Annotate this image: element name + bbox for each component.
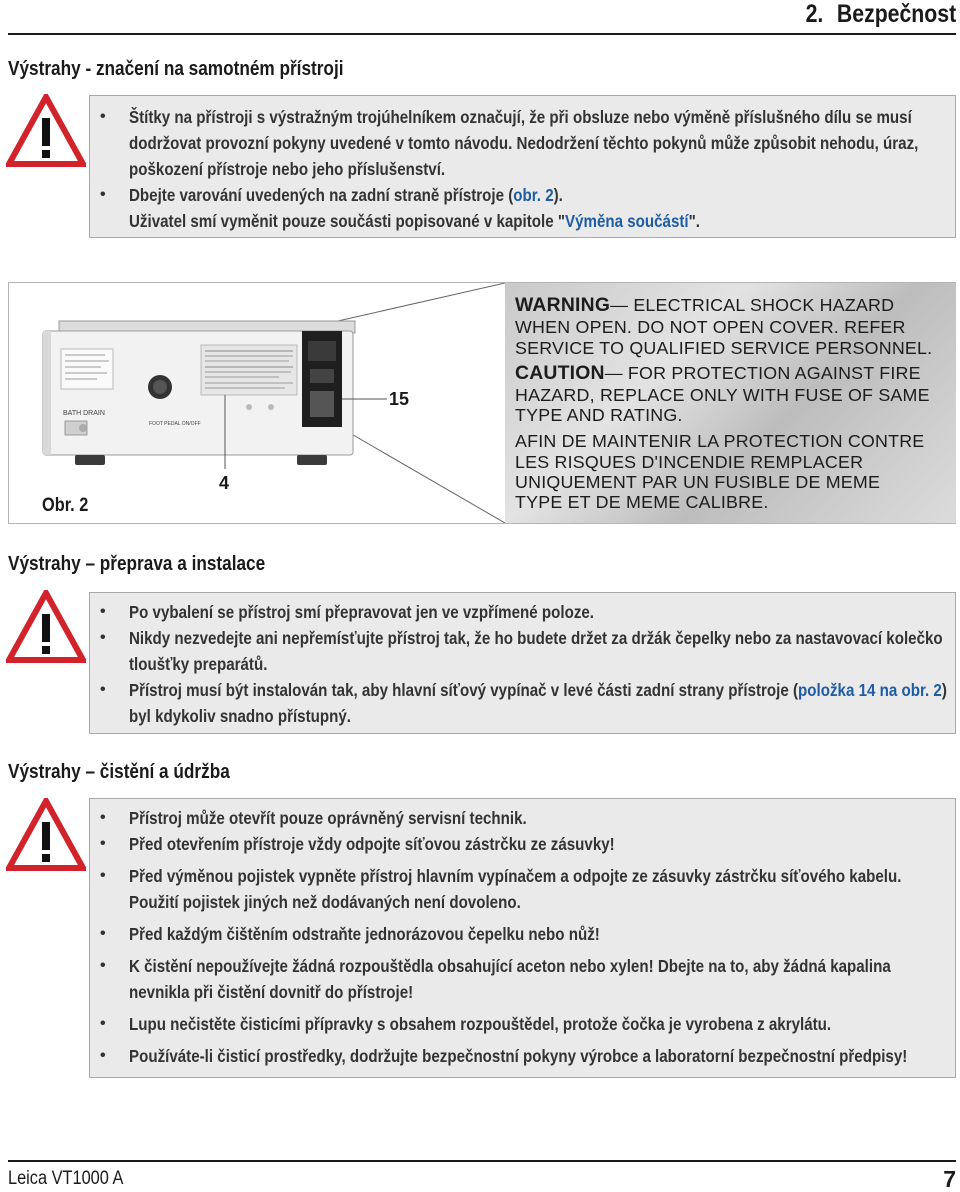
chapter-link[interactable]: Výměna součástí <box>565 211 689 231</box>
list-item: • Štítky na přístroji s výstražným trojúhelníkem označují, že při obsluze nebo výměně příslušného dílu se musí dodržovat provozní pokyny uvedené v tomto návodu. Nedodržení těchto pokynů může způsobit nehodu, úraz, poškození přístroje nebo jeho příslušenství. <box>90 104 955 182</box>
warning-label-closeup <box>505 283 956 523</box>
label-line: HAZARD, REPLACE ONLY WITH FUSE OF SAME <box>515 385 930 405</box>
chapter-header <box>805 0 956 29</box>
list-item: • Dbejte varování uvedených na zadní straně přístroje (obr. 2). <box>90 182 955 208</box>
bath-drain-label: BATH DRAIN <box>63 410 105 417</box>
chapter-title: Bezpečnost <box>836 0 956 28</box>
warning-triangle-icon <box>6 798 86 872</box>
section-title-transport: Výstrahy – přeprava a instalace <box>8 553 266 575</box>
figure-link[interactable]: obr. 2 <box>513 185 554 205</box>
list-item: Uživatel smí vyměnit pouze součásti popisované v kapitole "Výměna součástí". <box>129 211 701 231</box>
list-item: • Před každým čištěním odstraňte jednorázovou čepelku nebo nůž! <box>90 921 955 947</box>
list-item: • Nikdy nezvedejte ani nepřemísťujte přístroj tak, že ho budete držet za držák čepelky nebo za nastavovací kolečko tloušťky preparátů. <box>90 625 955 677</box>
footer-product: Leica VT1000 A <box>8 1168 124 1189</box>
warning-box-labels <box>89 95 956 238</box>
list-item: • K čistění nepoužívejte žádná rozpouštědla obsahující aceton nebo xylen! Dbejte na to, aby žádná kapalina nevnikla při čistění dovnitř do přístroje! <box>90 953 955 1005</box>
header-rule <box>8 33 956 35</box>
list-item: • Po vybalení se přístroj smí přepravovat jen ve vzpřímené poloze. <box>90 599 955 625</box>
label-line: SERVICE TO QUALIFIED SERVICE PERSONNEL. <box>515 338 933 358</box>
warning-triangle-icon <box>6 94 86 168</box>
section-title-labels: Výstrahy - značení na samotném přístroji <box>8 58 344 80</box>
figure-rear-panel <box>8 282 956 524</box>
label-line: CAUTION— FOR PROTECTION AGAINST FIRE <box>515 363 921 384</box>
label-line: LES RISQUES D'INCENDIE REMPLACER <box>515 452 864 472</box>
label-line: AFIN DE MAINTENIR LA PROTECTION CONTRE <box>515 431 925 451</box>
callout-4: 4 <box>219 473 230 493</box>
section-title-cleaning: Výstrahy – čistění a údržba <box>8 761 230 783</box>
label-line: WHEN OPEN. DO NOT OPEN COVER. REFER <box>515 317 906 337</box>
label-line: UNIQUEMENT PAR UN FUSIBLE DE MEME <box>515 472 881 492</box>
device-rear-illustration <box>9 283 505 523</box>
label-line: TYPE AND RATING. <box>515 405 683 425</box>
figure-caption: Obr. 2 <box>42 495 89 516</box>
list-item: • Používáte-li čisticí prostředky, dodržujte bezpečnostní pokyny výrobce a laboratorní bezpečnostní předpisy! <box>90 1043 955 1069</box>
chapter-number: 2. <box>805 0 824 28</box>
footer-rule <box>8 1160 956 1162</box>
list-item: • Před otevřením přístroje vždy odpojte síťovou zástrčku ze zásuvky! <box>90 831 955 857</box>
label-line: TYPE ET DE MEME CALIBRE. <box>515 492 769 512</box>
list-item: • Přístroj může otevřít pouze oprávněný servisní technik. <box>90 805 955 831</box>
list-item: • Přístroj musí být instalován tak, aby hlavní síťový vypínač v levé části zadní strany přístroje (položka 14 na obr. 2) byl kdykoliv snadno přístupný. <box>90 677 955 729</box>
list-item: • Lupu nečistěte čisticími přípravky s obsahem rozpouštědel, protože čočka je vyrobena z akrylátu. <box>90 1011 955 1037</box>
callout-15: 15 <box>389 389 410 409</box>
warning-triangle-icon <box>6 590 86 664</box>
warning-box-transport <box>89 592 956 734</box>
warning-box-cleaning <box>89 798 956 1078</box>
item-14-link[interactable]: položka 14 na obr. 2 <box>798 680 942 700</box>
page-number: 7 <box>943 1166 956 1192</box>
list-item: • Před výměnou pojistek vypněte přístroj hlavním vypínačem a odpojte ze zásuvky zástrčku síťového kabelu. Použití pojistek jiných než dodávaných není dovoleno. <box>90 863 955 915</box>
label-line: WARNING— ELECTRICAL SHOCK HAZARD <box>515 295 895 316</box>
foot-pedal-label: FOOT PEDAL ON/OFF <box>149 421 201 427</box>
